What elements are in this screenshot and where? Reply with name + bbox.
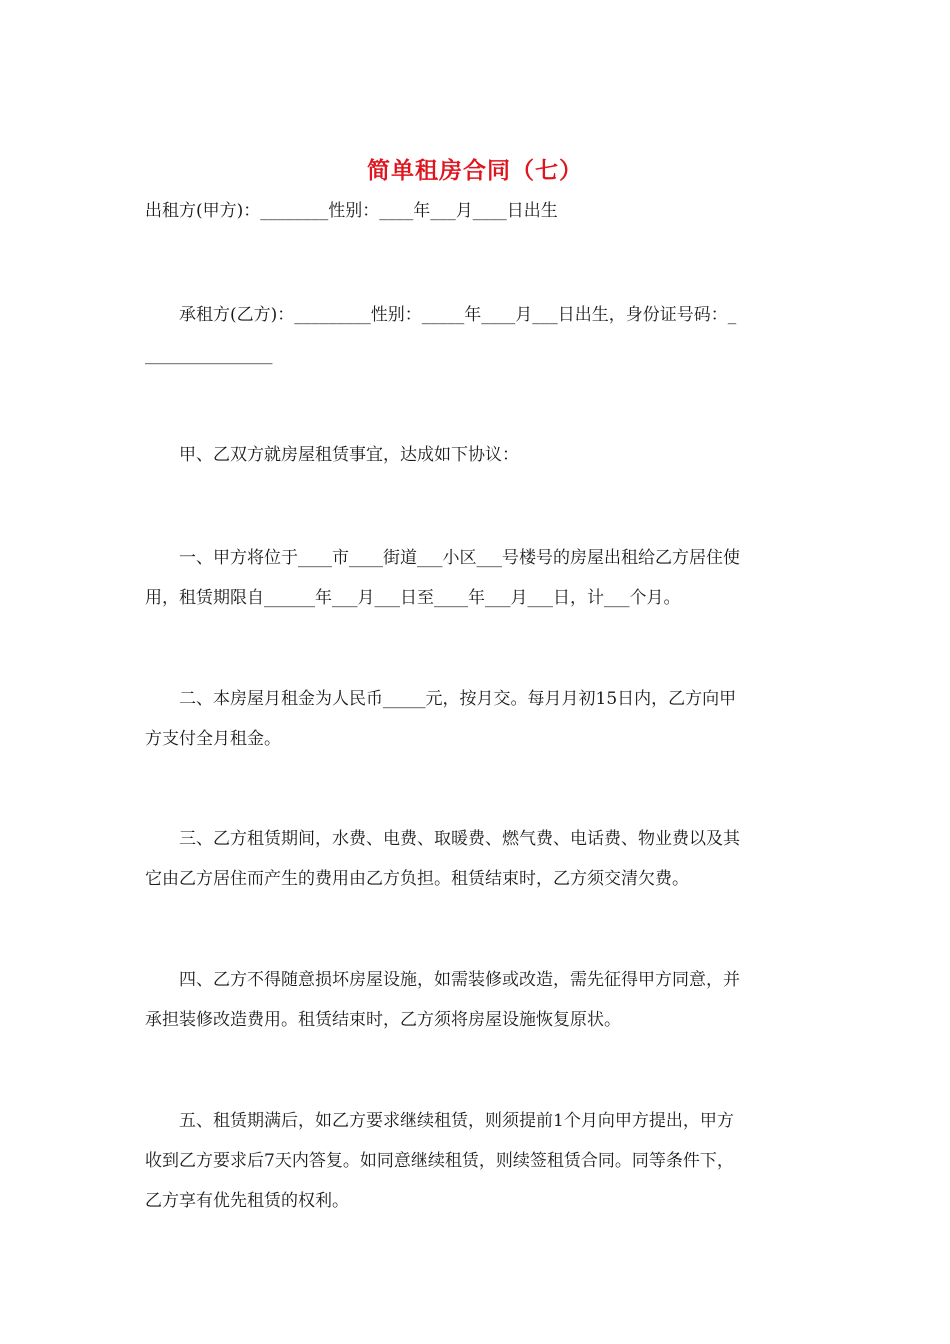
paragraph-line: 甲、乙双方就房屋租赁事宜，达成如下协议： xyxy=(145,445,519,465)
paragraph-line: _______________ xyxy=(145,345,273,365)
agreement-intro-paragraph xyxy=(145,435,815,475)
paragraph-line: 四、乙方不得随意损坏房屋设施，如需装修或改造，需先征得甲方同意，并 xyxy=(145,970,740,990)
clause-1-paragraph xyxy=(145,538,815,618)
document-title: 简单租房合同（七） xyxy=(367,158,583,184)
clause-4-paragraph xyxy=(145,960,815,1040)
paragraph-line: 收到乙方要求后7天内答复。如同意继续租赁，则续签租赁合同。同等条件下， xyxy=(145,1151,734,1171)
paragraph-line: 乙方享有优先租赁的权利。 xyxy=(145,1191,349,1211)
paragraph-line: 它由乙方居住而产生的费用由乙方负担。租赁结束时，乙方须交清欠费。 xyxy=(145,869,689,889)
clause-5-paragraph xyxy=(145,1101,815,1221)
lessee-paragraph xyxy=(145,295,815,375)
paragraph-line: 三、乙方租赁期间，水费、电费、取暖费、燃气费、电话费、物业费以及其 xyxy=(145,829,740,849)
clause-2-paragraph xyxy=(145,679,815,759)
paragraph-line: 用，租赁期限自______年___月___日至____年___月___日，计___个月。 xyxy=(145,588,681,608)
paragraph-line: 二、本房屋月租金为人民币_____元，按月交。每月月初15日内，乙方向甲 xyxy=(145,689,737,709)
paragraph-line: 方支付全月租金。 xyxy=(145,729,281,749)
lessor-paragraph xyxy=(145,191,815,231)
paragraph-line: 出租方(甲方)：________性别：____年___月____日出生 xyxy=(145,201,558,221)
paragraph-line: 五、租赁期满后，如乙方要求继续租赁，则须提前1个月向甲方提出，甲方 xyxy=(145,1111,734,1131)
clause-3-paragraph xyxy=(145,819,815,899)
paragraph-line: 承租方(乙方)：_________性别：_____年____月___日出生，身份证号码：_ xyxy=(145,305,737,325)
paragraph-line: 承担装修改造费用。租赁结束时，乙方须将房屋设施恢复原状。 xyxy=(145,1010,621,1030)
paragraph-line: 一、甲方将位于____市____街道___小区___号楼号的房屋出租给乙方居住使 xyxy=(145,548,740,568)
